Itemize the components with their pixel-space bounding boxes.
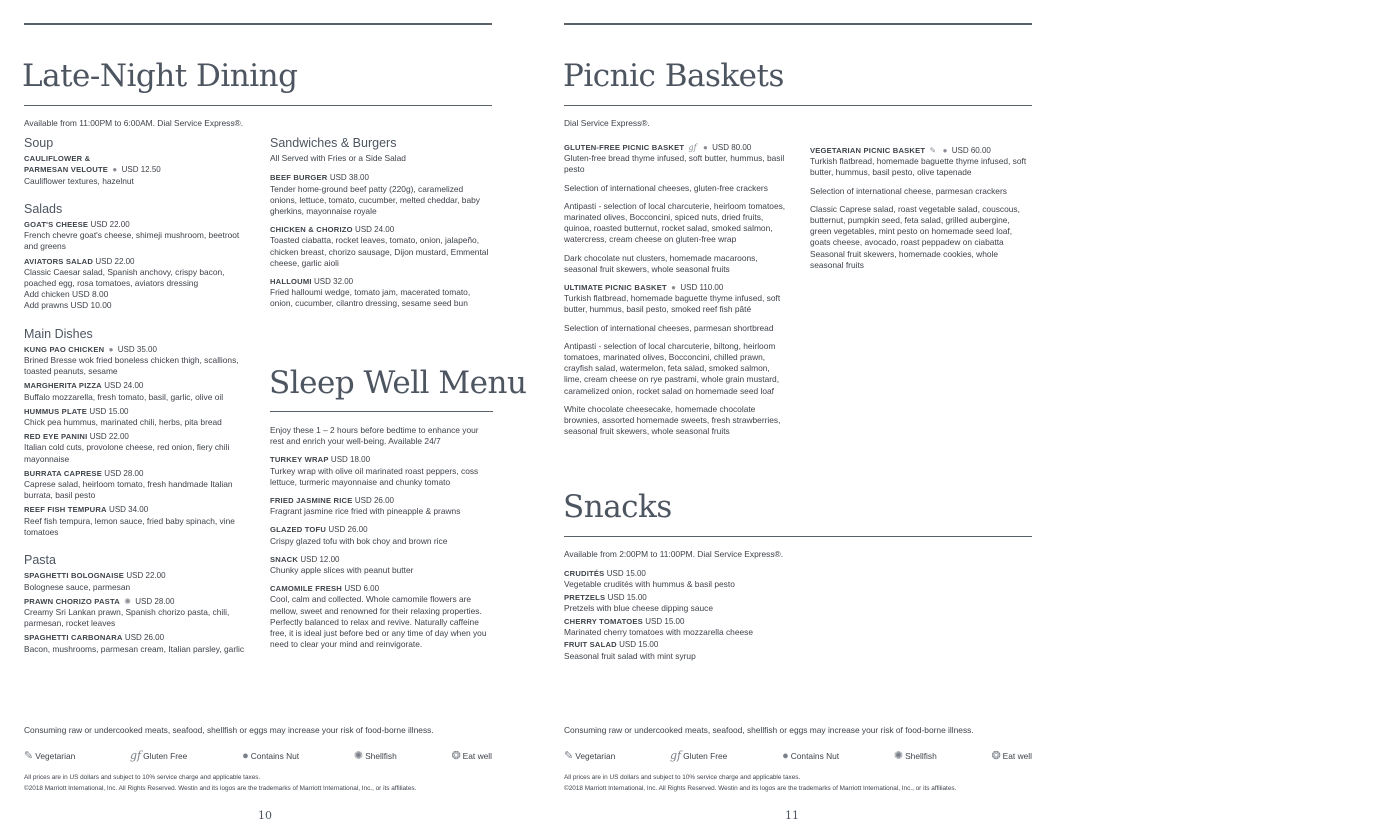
section-subheading: All Served with Fries or a Side Salad: [270, 153, 406, 164]
menu-item: [270, 454, 492, 488]
item-name: BURRATA CAPRESE: [24, 468, 102, 478]
page10-availability: Available from 11:00PM to 6:00AM. Dial Service Express®.: [24, 118, 244, 128]
menu-item: [564, 616, 864, 639]
menu-item: [24, 406, 249, 428]
item-description: Pretzels with blue cheese dipping sauce: [564, 603, 713, 614]
item-price: USD 15.00: [645, 616, 685, 626]
page10-top-rule: [24, 23, 492, 25]
item-description: Reef fish tempura, lemon sauce, fried baby spinach, vine tomatoes: [24, 515, 235, 537]
page11-legend: [564, 749, 1032, 762]
sleep-well-rule: [270, 411, 493, 412]
item-description: Brined Bresse wok fried boneless chicken thigh, scallions, toasted peanuts, sesame: [24, 355, 239, 377]
basket-ultimate: [564, 282, 789, 316]
picnic-right-column: [810, 145, 1032, 278]
item-name: BEEF BURGER: [270, 173, 328, 183]
section-heading-soup: Soup: [24, 136, 54, 150]
item-price: USD 15.00: [607, 592, 647, 602]
item-price: USD 35.00: [117, 344, 157, 354]
page11-availability: Dial Service Express®.: [564, 118, 650, 128]
item-price: USD 22.00: [95, 256, 135, 266]
item-addon: Add chicken USD 8.00: [24, 289, 109, 300]
legend-label: Shellfish: [365, 750, 397, 761]
menu-item: [24, 504, 249, 538]
basket-gluten-free: [564, 142, 789, 176]
page-number-11: 11: [785, 809, 799, 822]
legend-gluten-free: [130, 749, 187, 762]
item-description: Bolognese sauce, parmesan: [24, 581, 131, 592]
legend-label: Shellfish: [905, 750, 937, 761]
section-heading-pasta: Pasta: [24, 553, 56, 568]
page10-prices-note: All prices are in US dollars and subject to 10% service charge and applicable taxes.: [24, 774, 261, 781]
item-description: Vegetable crudités with hummus & basil pesto: [564, 579, 735, 590]
gluten-free-icon: gf: [129, 749, 142, 762]
item-price: USD 32.00: [314, 277, 354, 287]
item-price: USD 15.00: [619, 640, 659, 650]
basket-line: Selection of international cheeses, gluten-free crackers: [564, 182, 768, 193]
eat-well-icon: ❂: [991, 750, 1001, 762]
item-name: FRIED JASMINE RICE: [270, 496, 353, 506]
menu-item: [270, 524, 492, 546]
item-price: USD 22.00: [90, 220, 130, 230]
item-addon: Add prawns USD 10.00: [24, 300, 112, 311]
legend-label: Vegetarian: [35, 750, 76, 761]
item-description: Creamy Sri Lankan prawn, Spanish chorizo pasta, chili, parmesan, rocket leaves: [24, 606, 230, 629]
item-description: Fried halloumi wedge, tomato jam, macerated tomato, onion, cucumber, cilantro dressing, sesame seed bun: [270, 287, 471, 309]
item-description: Crispy glazed tofu with bok choy and brown rice: [270, 535, 448, 546]
eat-well-icon: ❂: [451, 750, 461, 762]
basket-vegetarian: [810, 145, 1032, 179]
item-name: GOAT'S CHEESE: [24, 220, 89, 230]
basket-line: Selection of international cheese, parmesan crackers: [810, 185, 1007, 196]
page10-title: Late-Night Dining: [22, 58, 298, 94]
item-name: SPAGHETTI BOLOGNAISE: [24, 571, 125, 581]
page10-title-rule: [24, 105, 492, 106]
legend-gluten-free: [670, 749, 727, 762]
menu-item: [270, 224, 492, 269]
item-name: CHICKEN & CHORIZO: [270, 225, 353, 235]
page10-left-column: [24, 138, 249, 658]
legend-eat-well: [991, 749, 1032, 762]
vegetarian-icon: ✎: [24, 750, 34, 762]
item-price: USD 22.00: [126, 571, 166, 581]
item-description: French chevre goat's cheese, shimeji mushroom, beetroot and greens: [24, 230, 240, 252]
gluten-free-icon: gf: [688, 143, 697, 152]
item-price: USD 24.00: [104, 381, 144, 391]
item-name: SNACK: [270, 554, 299, 564]
basket-line: Turkish flatbread, homemade baguette thyme infused, soft butter, hummus, basil pesto, smoked reef fish pâté: [564, 293, 781, 315]
item-price: USD 6.00: [344, 584, 380, 594]
item-price: USD 24.00: [355, 225, 395, 235]
item-name: CHERRY TOMATOES: [564, 616, 643, 626]
sleep-well-intro: Enjoy these 1 – 2 hours before bedtime to enhance your rest and enrich your well-being. Available 24/7: [270, 425, 479, 447]
menu-item: [270, 495, 492, 517]
shellfish-icon: ✺: [124, 596, 131, 606]
item-price: USD 34.00: [109, 505, 149, 515]
basket-name: GLUTEN-FREE PICNIC BASKET: [564, 143, 685, 152]
page10-copyright: ©2018 Marriott International, Inc. All Rights Reserved. Westin and its logos are the trademarks of Marriott International, Inc., or its affiliates.: [24, 785, 417, 792]
page11-warning: Consuming raw or undercooked meats, seafood, shellfish or eggs may increase your risk of food-borne illness.: [564, 725, 974, 735]
section-heading-sandwiches: Sandwiches & Burgers: [270, 136, 397, 150]
contains-nut-icon: ●: [942, 146, 948, 155]
item-name: SPAGHETTI CARBONARA: [24, 633, 123, 643]
legend-label: Vegetarian: [575, 750, 616, 761]
item-description: Marinated cherry tomatoes with mozzarella cheese: [564, 627, 753, 638]
contains-nut-icon: ●: [108, 344, 114, 354]
item-name: REEF FISH TEMPURA: [24, 505, 107, 515]
snacks-list: [564, 568, 864, 663]
item-name: KUNG PAO CHICKEN: [24, 344, 105, 354]
item-name: CRUDITÉS: [564, 569, 605, 578]
item-name: HALLOUMI: [270, 277, 312, 287]
item-name: CAMOMILE FRESH: [270, 584, 342, 594]
item-price: USD 15.00: [606, 569, 646, 578]
shellfish-icon: ✺: [353, 750, 364, 762]
item-description: Buffalo mozzarella, fresh tomato, basil, garlic, olive oil: [24, 391, 224, 402]
item-description: Bacon, mushrooms, parmesan cream, Italian parsley, garlic: [24, 643, 245, 654]
basket-line: Antipasti - selection of local charcuterie, biltong, heirloom tomatoes, marinated olives, Bocconcini, chilled prawn, crayfish salad, watermelon, feta salad, smoked salmon, lime, cream cheese on rye pastrami, whole grain mustard, caramelized onion, rocket salad on homemade seed loaf: [564, 340, 780, 396]
picnic-left-column: [564, 142, 789, 444]
basket-line: Classic Caprese salad, roast vegetable salad, couscous, butternut, pumpkin seed, feta salad, grilled aubergine, green vegetables, mint pesto on homemade seed loaf, goats cheese, avocado, roast peppadew on ciabatta Seasonal fruit skewers, homemade cookies, whole seasonal fruits: [810, 203, 1020, 270]
menu-item: [24, 219, 249, 253]
item-name: GLAZED TOFU: [270, 525, 327, 535]
snacks-availability: Available from 2:00PM to 11:00PM. Dial Service Express®.: [564, 549, 784, 559]
page10-legend: [24, 749, 492, 762]
contains-nut-icon: ●: [671, 283, 677, 293]
basket-line: Dark chocolate nut clusters, homemade macaroons, seasonal fruit skewers, whole seasonal fruits: [564, 252, 758, 274]
item-description: Caprese salad, heirloom tomato, fresh handmade Italian burrata, basil pesto: [24, 479, 233, 501]
item-description: Turkey wrap with olive oil marinated roast peppers, coss lettuce, turmeric mayonnaise and chunky tomato: [270, 465, 479, 487]
item-description: Chunky apple slices with peanut butter: [270, 565, 414, 576]
basket-price: USD 60.00: [951, 146, 991, 155]
section-heading-salads: Salads: [24, 201, 63, 216]
page11-title: Picnic Baskets: [563, 58, 784, 94]
contains-nut-icon: ●: [702, 143, 708, 152]
menu-item: [24, 431, 249, 465]
item-description: Tender home-ground beef patty (220g), caramelized onions, lettuce, tomato, cucumber, melted cheddar, baby gherkins, mayonnaise royale: [270, 183, 480, 217]
vegetarian-icon: ✎: [929, 146, 937, 155]
item-name: PRAWN CHORIZO PASTA: [24, 596, 120, 606]
item-price: USD 38.00: [329, 173, 369, 183]
contains-nut-icon: ●: [782, 749, 789, 762]
menu-item: [270, 172, 492, 217]
menu-item: [24, 570, 249, 592]
sleep-well-column: [270, 425, 492, 653]
page11-copyright: ©2018 Marriott International, Inc. All Rights Reserved. Westin and its logos are the trademarks of Marriott International, Inc., or its affiliates.: [564, 785, 957, 792]
item-name: CAULIFLOWER &: [24, 154, 91, 164]
item-description: Cauliflower textures, hazelnut: [24, 175, 134, 186]
legend-label: Gluten Free: [143, 750, 188, 761]
item-name: TURKEY WRAP: [270, 455, 329, 465]
item-description: Chick pea hummus, marinated chili, herbs, pita bread: [24, 417, 222, 428]
item-description: Toasted ciabatta, rocket leaves, tomato, onion, jalapeño, chicken breast, chorizo sausage, Dijon mustard, Emmental cheese, garlic aioli: [270, 235, 489, 268]
legend-label: Eat well: [462, 750, 492, 761]
menu-item: [564, 639, 864, 662]
menu-item: [564, 592, 864, 615]
gluten-free-icon: gf: [669, 749, 682, 762]
menu-item: [270, 554, 492, 576]
menu-item: [270, 583, 492, 650]
item-price: USD 28.00: [135, 596, 175, 606]
contains-nut-icon: ●: [242, 749, 249, 762]
snacks-rule: [564, 536, 1032, 537]
page11-top-rule: [564, 23, 1032, 25]
item-description: Fragrant jasmine rice fried with pineapple & prawns: [270, 506, 461, 517]
item-name: HUMMUS PLATE: [24, 406, 88, 416]
page11-title-rule: [564, 105, 1032, 106]
menu-item: [564, 568, 864, 591]
menu-item: [24, 344, 249, 378]
page10-right-column: [270, 138, 492, 313]
basket-line: Selection of international cheeses, parmesan shortbread: [564, 322, 774, 333]
sleep-well-title: Sleep Well Menu: [269, 365, 527, 401]
item-price: USD 26.00: [328, 525, 368, 535]
legend-label: Gluten Free: [683, 750, 728, 761]
menu-item: [24, 256, 249, 312]
item-name: PRETZELS: [564, 592, 606, 602]
basket-line: Gluten-free bread thyme infused, soft butter, hummus, basil pesto: [564, 153, 785, 175]
legend-label: Contains Nut: [790, 750, 840, 761]
item-description: Cool, calm and collected. Whole camomile flowers are mellow, sweet and renowned for their relaxing properties. Perfectly balanced to relax and revive. Naturally caffeine free, it is ideal just before bed or any time of day when you need to clear your mind and reinvigorate.: [270, 594, 487, 650]
legend-shellfish: [354, 749, 397, 762]
menu-item: [24, 153, 249, 187]
item-price: USD 26.00: [354, 496, 394, 506]
item-price: USD 15.00: [89, 406, 129, 416]
menu-item: [24, 632, 249, 654]
basket-price: USD 110.00: [680, 283, 724, 293]
legend-contains-nut: [782, 750, 839, 762]
basket-line: Antipasti - selection of local charcuterie, heirloom tomatoes, marinated olives, Bocconcini, spiced nuts, dried fruits, quinoa, roasted butternut, rocket salad, smoked salmon, watercress, cream cheese on gluten-free wrap: [564, 200, 786, 245]
item-price: USD 12.50: [121, 165, 161, 175]
legend-label: Eat well: [1002, 750, 1032, 761]
shellfish-icon: ✺: [893, 750, 904, 762]
basket-line: White chocolate cheesecake, homemade chocolate brownies, assorted homemade sweets, fresh strawberries, seasonal fruit skewers, whole seasonal fruits: [564, 403, 781, 437]
item-name: MARGHERITA PIZZA: [24, 381, 102, 391]
item-price: USD 22.00: [89, 432, 129, 442]
item-name: RED EYE PANINI: [24, 432, 88, 442]
item-price: USD 18.00: [330, 455, 371, 465]
vegetarian-icon: ✎: [564, 750, 574, 762]
page-number-10: 10: [258, 809, 272, 822]
menu-item: [24, 596, 249, 630]
page10-warning: Consuming raw or undercooked meats, seafood, shellfish or eggs may increase your risk of food-borne illness.: [24, 725, 434, 735]
basket-price: USD 80.00: [712, 143, 752, 152]
menu-item: [270, 276, 492, 310]
section-heading-main-dishes: Main Dishes: [24, 326, 93, 341]
basket-line: Turkish flatbread, homemade baguette thyme infused, soft butter, hummus, basil pesto, olive tapenade: [810, 156, 1027, 178]
item-name: PARMESAN VELOUTE: [24, 165, 109, 175]
item-description: Seasonal fruit salad with mint syrup: [564, 650, 696, 661]
legend-eat-well: [451, 749, 492, 762]
item-price: USD 26.00: [124, 633, 165, 643]
contains-nut-icon: ●: [112, 165, 118, 175]
basket-name: ULTIMATE PICNIC BASKET: [564, 283, 667, 293]
menu-item: [24, 468, 249, 502]
legend-label: Contains Nut: [250, 750, 300, 761]
menu-item: [24, 380, 249, 402]
snacks-title: Snacks: [563, 489, 672, 525]
item-price: USD 12.00: [300, 554, 340, 564]
legend-vegetarian: [24, 749, 75, 762]
page11-prices-note: All prices are in US dollars and subject to 10% service charge and applicable taxes.: [564, 774, 801, 781]
item-name: FRUIT SALAD: [564, 640, 617, 650]
basket-name: VEGETARIAN PICNIC BASKET: [810, 146, 926, 155]
item-description: Italian cold cuts, provolone cheese, red onion, fiery chili mayonnaise: [24, 442, 230, 464]
legend-vegetarian: [564, 749, 615, 762]
legend-shellfish: [894, 749, 937, 762]
legend-contains-nut: [242, 750, 299, 762]
item-price: USD 28.00: [104, 468, 144, 478]
item-description: Classic Caesar salad, Spanish anchovy, crispy bacon, poached egg, rosa tomatoes, aviators dressing: [24, 266, 225, 289]
item-name: AVIATORS SALAD: [24, 256, 94, 266]
